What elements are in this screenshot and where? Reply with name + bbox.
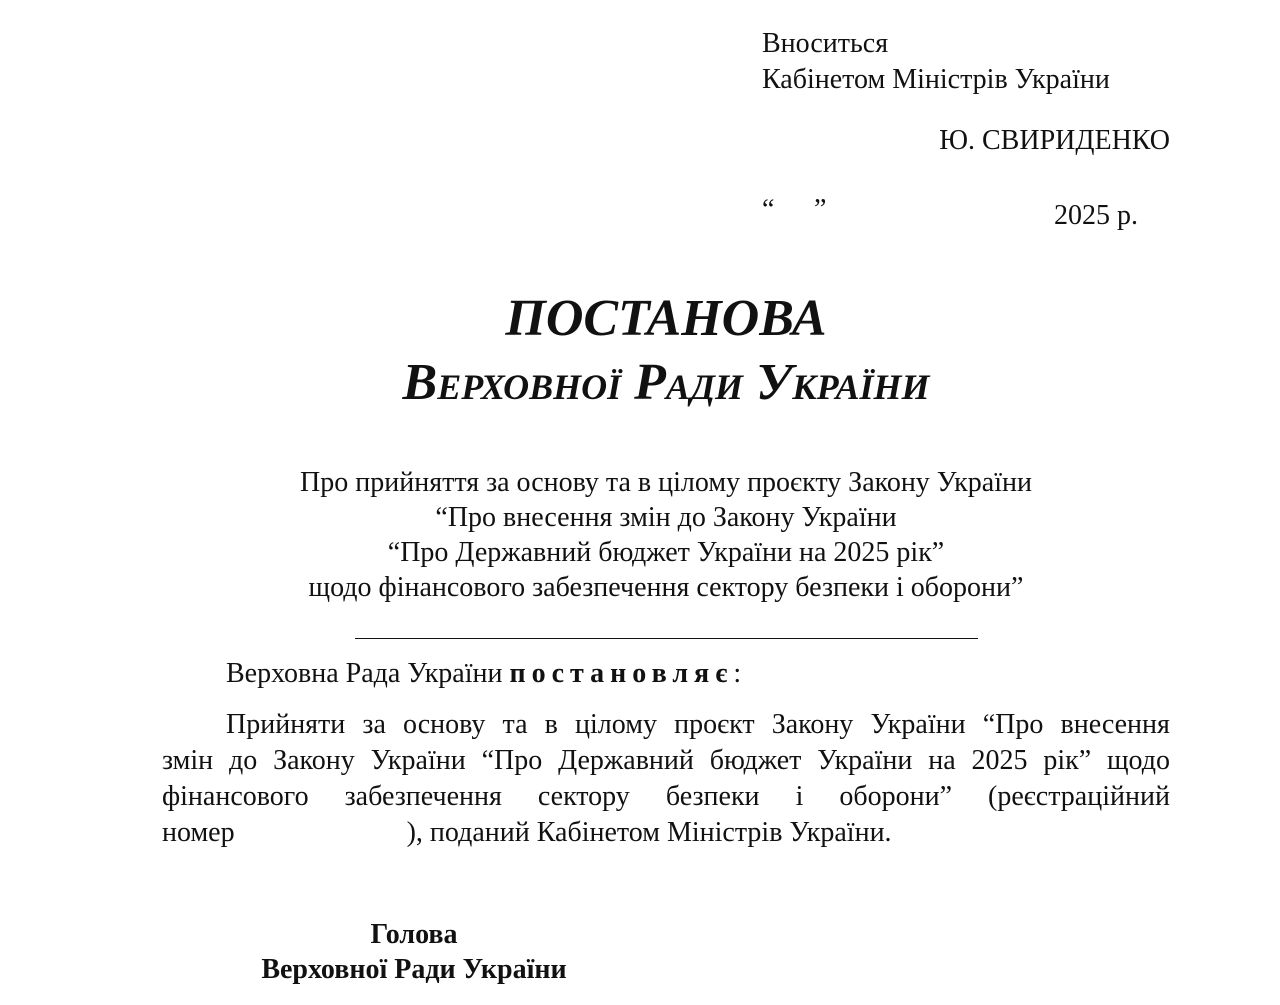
body-word: і xyxy=(795,781,804,812)
separator-line xyxy=(355,638,978,639)
body-word: змін xyxy=(162,745,214,776)
body-word: бюджет xyxy=(709,745,802,776)
date-open-quote: “ xyxy=(762,194,775,225)
body-word: за xyxy=(362,709,386,740)
decree-body xyxy=(162,707,1170,851)
body-word: Державний xyxy=(558,745,694,776)
document-subject xyxy=(162,465,1170,605)
body-word: фінансового xyxy=(162,781,309,812)
body-word: Закону xyxy=(273,745,355,776)
body-word: в xyxy=(544,709,558,740)
signature-title: Голова xyxy=(370,919,458,950)
body-word: щодо xyxy=(1106,745,1170,776)
body-word: на xyxy=(928,745,956,776)
body-word: рік” xyxy=(1043,745,1092,776)
body-word: Закону xyxy=(771,709,854,740)
body-word: до xyxy=(229,745,258,776)
body-word: оборони” xyxy=(839,781,953,812)
subject-line: “Про Державний бюджет України на 2025 рік” xyxy=(387,537,945,568)
decree-intro-text: Верховна Рада України xyxy=(226,658,503,689)
body-line-last xyxy=(162,815,1170,851)
body-word: України xyxy=(370,745,466,776)
decree-colon: : xyxy=(733,658,742,689)
body-line xyxy=(162,779,1170,815)
body-word: основу xyxy=(403,709,486,740)
submitter-line-2: Кабінетом Міністрів України xyxy=(762,64,1110,95)
registration-number-blank xyxy=(235,815,407,851)
decree-intro xyxy=(226,656,741,692)
body-word: сектору xyxy=(537,781,630,812)
signature-body: Верховної Ради України xyxy=(261,954,567,985)
body-word: України xyxy=(817,745,913,776)
date-year: 2025 р. xyxy=(1054,200,1138,231)
body-word: Прийняти xyxy=(226,709,346,740)
body-word: цілому xyxy=(575,709,657,740)
submitter-block xyxy=(762,26,1110,98)
body-word: безпеки xyxy=(665,781,760,812)
body-word: та xyxy=(502,709,528,740)
decree-verb: постановляє xyxy=(509,658,734,689)
document-issuer-title: Верховної Ради України xyxy=(402,354,930,411)
date-close-quote: ” xyxy=(814,194,827,225)
body-line xyxy=(162,707,1170,743)
body-word: забезпечення xyxy=(344,781,502,812)
document-type-title: ПОСТАНОВА xyxy=(505,290,827,347)
subject-line: Про прийняття за основу та в цілому проєкту Закону України xyxy=(300,467,1032,498)
body-word: проєкт xyxy=(674,709,755,740)
body-line xyxy=(162,743,1170,779)
body-word: 2025 xyxy=(971,745,1028,776)
subject-line: “Про внесення змін до Закону України xyxy=(435,502,897,533)
submitter-line-1: Вноситься xyxy=(762,28,889,59)
body-word: України xyxy=(870,709,966,740)
body-line-end: ), поданий Кабінетом Міністрів України. xyxy=(406,817,892,848)
signer-name: Ю. СВИРИДЕНКО xyxy=(939,125,1170,156)
body-word: “Про xyxy=(481,745,543,776)
signature-block xyxy=(242,917,586,987)
subject-line: щодо фінансового забезпечення сектору безпеки і оборони” xyxy=(308,572,1024,603)
registration-label: номер xyxy=(162,817,235,848)
body-word: “Про xyxy=(982,709,1044,740)
body-word: (реєстраційний xyxy=(988,781,1170,812)
body-word: внесення xyxy=(1060,709,1170,740)
